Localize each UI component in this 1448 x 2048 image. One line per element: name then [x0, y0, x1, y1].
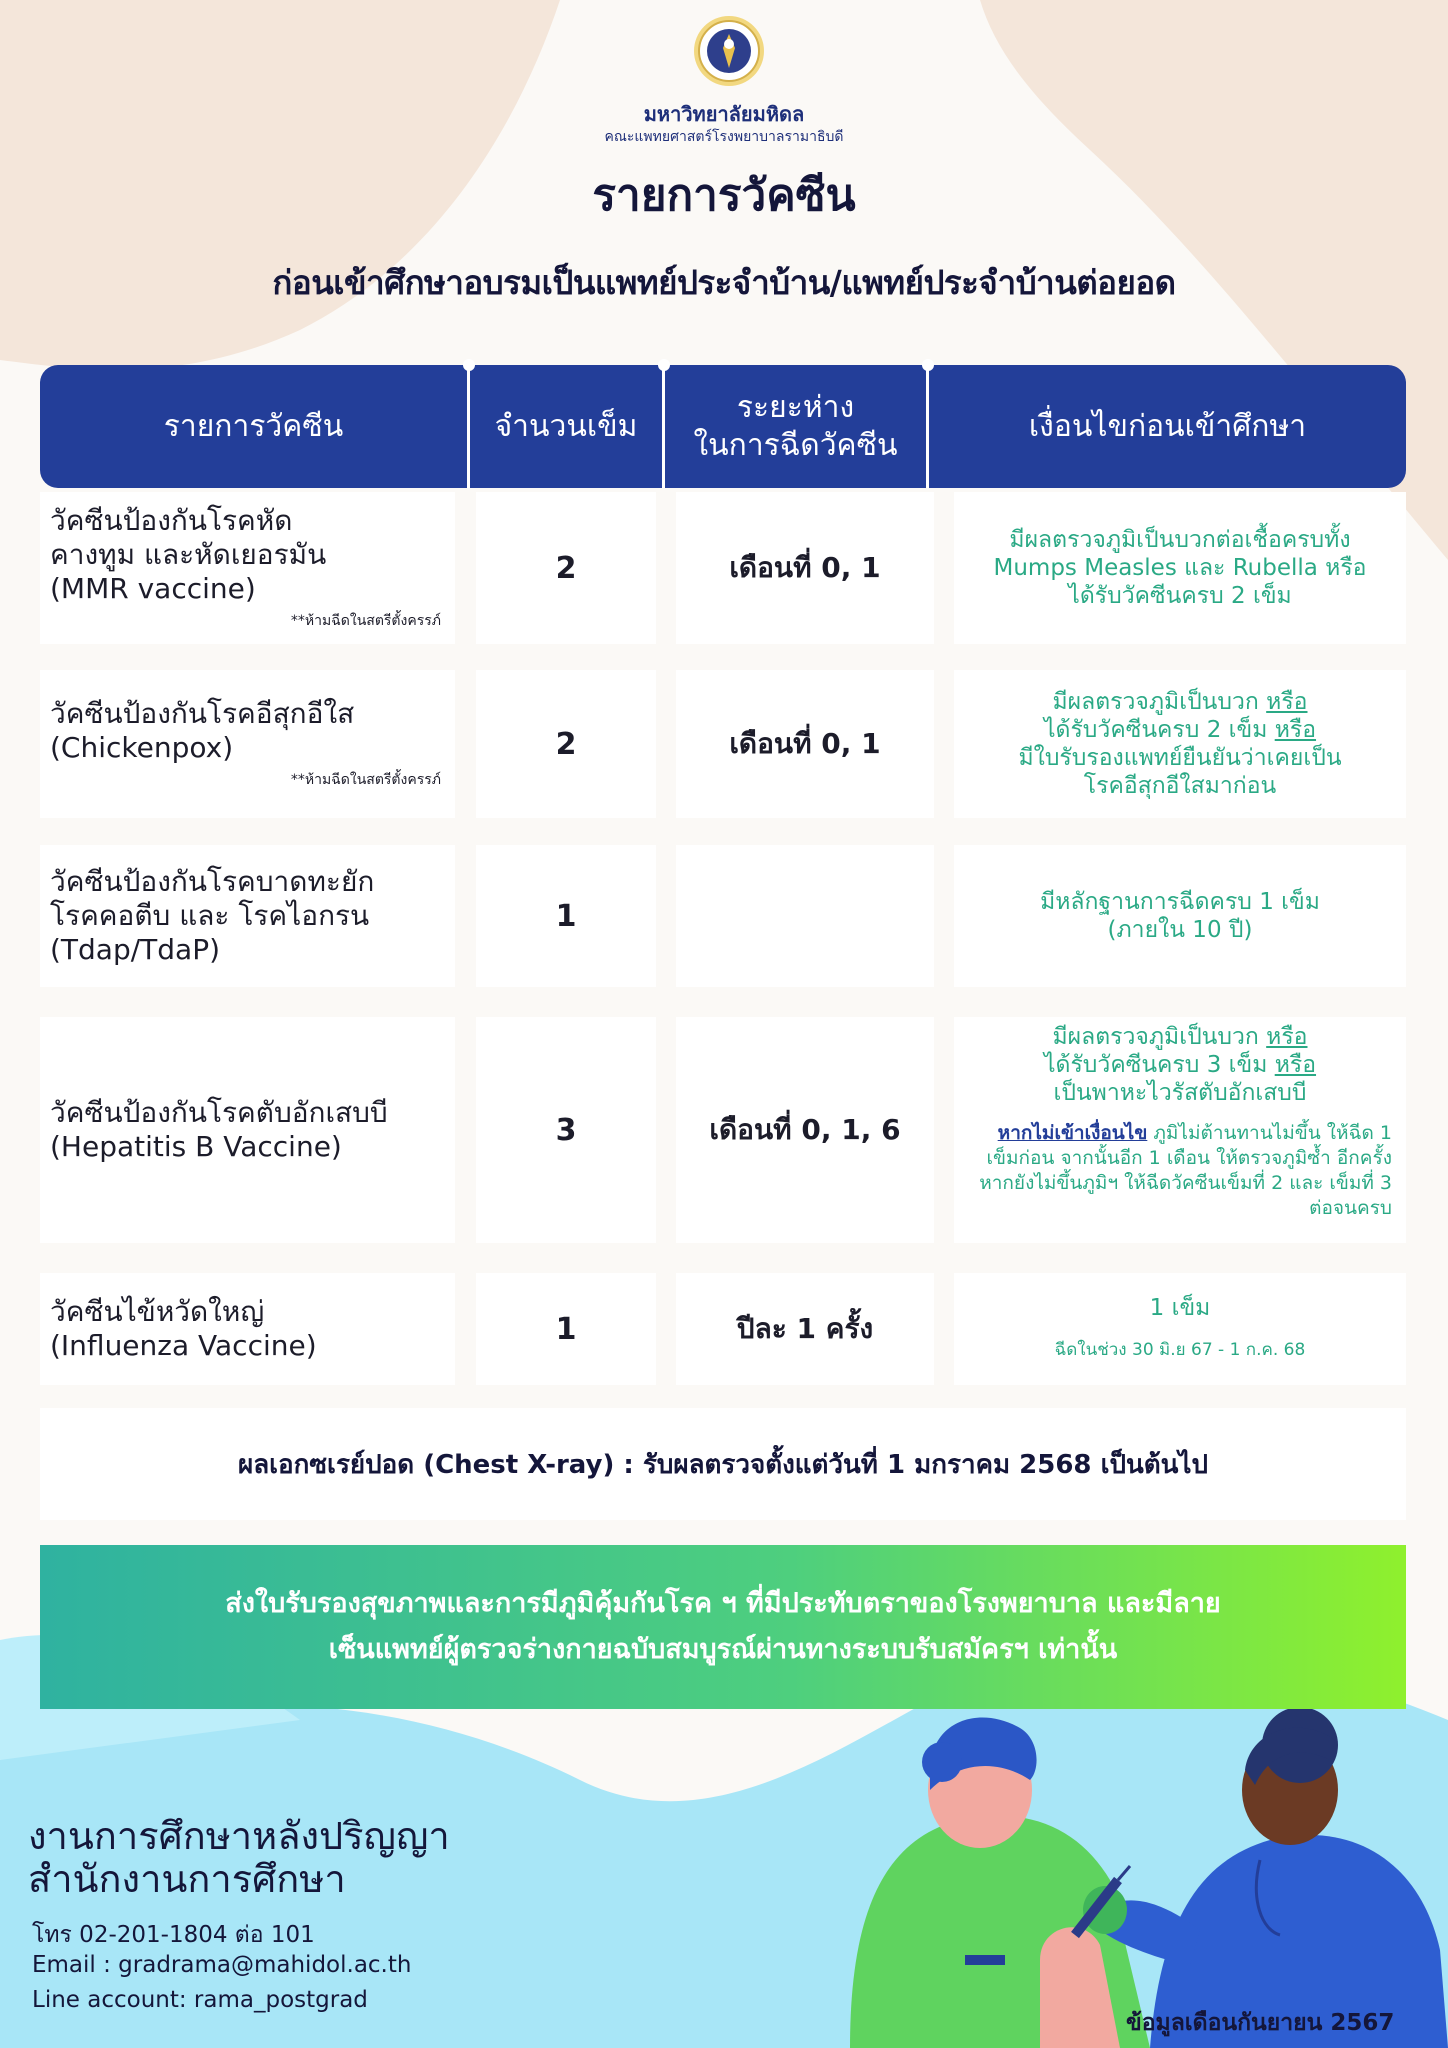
contact-email: Email : gradrama@mahidol.ac.th [32, 1952, 412, 1978]
condition-sub: ฉีดในช่วง 30 มิ.ย 67 - 1 ก.ค. 68 [1054, 1340, 1306, 1360]
condition-line: มีผลตรวจภูมิเป็นบวกต่อเชื้อครบทั้ง [1009, 527, 1351, 553]
header-condition: เงื่อนไขก่อนเข้าศึกษา [1028, 408, 1307, 444]
interval-cell: ปีละ 1 ครั้ง [676, 1273, 934, 1385]
vaccine-name-cell [40, 670, 455, 818]
condition-line: (ภายใน 10 ปี) [1107, 917, 1253, 943]
extra-condition-text: ภูมิไม่ต้านทานไม่ขึ้น ให้ฉีด 1 เข็มก่อน จากนั้นอีก 1 เดือน ให้ตรวจภูมิซ้ำ อีกครั้ง หากยังไม่ขึ้นภูมิฯ ให้ฉีดวัคซีนเข็มที่ 2 และ เข็มที่ 3 ต่อจนครบ [979, 1122, 1392, 1219]
condition-line: Mumps Measles และ Rubella หรือ [993, 555, 1367, 581]
doses-cell: 2 [476, 492, 656, 644]
data-date-note: ข้อมูลเดือนกันยายน 2567 [1126, 2010, 1395, 2036]
or-keyword: หรือ [1266, 689, 1308, 715]
vaccine-name-line: คางทูม และหัดเยอรมัน [50, 538, 327, 571]
condition-line: มีใบรับรองแพทย์ยืนยันว่าเคยเป็น [1018, 745, 1342, 771]
vaccine-name-line: วัคซีนป้องกันโรคบาดทะยัก [50, 865, 375, 898]
vaccine-name-line: (Tdap/TdaP) [50, 933, 221, 966]
condition-line [1052, 1023, 1307, 1051]
doses-cell: 3 [476, 1017, 656, 1243]
condition-cell [954, 845, 1406, 987]
condition-line: มีหลักฐานการฉีดครบ 1 เข็ม [1040, 889, 1320, 915]
vaccine-name-line: วัคซีนป้องกันโรคหัด [50, 504, 293, 537]
university-name: มหาวิทยาลัยมหิดล [643, 102, 805, 126]
header-interval [665, 365, 926, 488]
vaccine-name-cell [40, 1017, 455, 1243]
condition-line: ได้รับวัคซีนครบ 2 เข็ม [1068, 583, 1292, 609]
condition-text: ได้รับวัคซีนครบ 2 เข็ม [1043, 717, 1268, 743]
vaccine-name-line: (Hepatitis B Vaccine) [50, 1130, 342, 1163]
vaccine-name-line: (MMR vaccine) [50, 572, 256, 605]
condition-text: มีผลตรวจภูมิเป็นบวก [1052, 1024, 1259, 1050]
vaccine-name-cell [40, 1273, 455, 1385]
interval-cell: เดือนที่ 0, 1 [676, 492, 934, 644]
condition-line [1044, 1051, 1316, 1079]
submission-line: ส่งใบรับรองสุขภาพและการมีภูมิคุ้มกันโรค ฯ ที่มีประทับตราของโรงพยาบาล และมีลาย [225, 1588, 1221, 1619]
faculty-name: คณะแพทยศาสตร์โรงพยาบาลรามาธิบดี [604, 129, 844, 145]
pregnancy-warning: **ห้ามฉีดในสตรีตั้งครรภ์ [290, 613, 441, 629]
xray-note: ผลเอกซเรย์ปอด (Chest X-ray) : รับผลตรวจตั้งแต่วันที่ 1 มกราคม 2568 เป็นต้นไป [40, 1408, 1406, 1520]
condition-line: โรคอีสุกอีใสมาก่อน [1083, 773, 1277, 799]
office-subname: สำนักงานการศึกษา [28, 1857, 346, 1901]
condition-line [1052, 688, 1307, 716]
vaccine-name-cell [40, 845, 455, 987]
condition-text: ได้รับวัคซีนครบ 3 เข็ม [1043, 1052, 1268, 1078]
header-vaccine: รายการวัคซีน [163, 408, 344, 444]
pregnancy-warning: **ห้ามฉีดในสตรีตั้งครรภ์ [290, 772, 441, 788]
vaccine-name-line: วัคซีนไข้หวัดใหญ่ [50, 1295, 265, 1328]
doses-cell: 2 [476, 670, 656, 818]
condition-line [1044, 716, 1316, 744]
office-name: งานการศึกษาหลังปริญญา [28, 1814, 450, 1858]
condition-main: 1 เข็ม [1149, 1295, 1211, 1321]
vaccine-name-line: วัคซีนป้องกันโรคตับอักเสบบี [50, 1096, 388, 1129]
doses-cell: 1 [476, 1273, 656, 1385]
doses-cell: 1 [476, 845, 656, 987]
contact-line: Line account: rama_postgrad [32, 1987, 368, 2013]
submission-banner [40, 1545, 1406, 1709]
vaccine-name-line: (Chickenpox) [50, 731, 234, 764]
condition-line: เป็นพาหะไวรัสตับอักเสบบี [1053, 1080, 1307, 1106]
submission-line: เซ็นแพทย์ผู้ตรวจร่างกายฉบับสมบูรณ์ผ่านทางระบบรับสมัครฯ เท่านั้น [328, 1634, 1118, 1665]
page-subtitle: ก่อนเข้าศึกษาอบรมเป็นแพทย์ประจำบ้าน/แพทย์ประจำบ้านต่อยอด [272, 263, 1176, 302]
vaccine-name-cell [40, 492, 455, 644]
header-interval-line2: ในการฉีดวัคซีน [693, 427, 898, 463]
header-interval-line1: ระยะห่าง [736, 389, 855, 425]
university-logo [692, 14, 766, 88]
extra-condition-key: หากไม่เข้าเงื่อนไข [997, 1122, 1148, 1144]
condition-cell [954, 1017, 1406, 1243]
contact-phone: โทร 02-201-1804 ต่อ 101 [32, 1922, 315, 1948]
table-header [40, 365, 1406, 488]
extra-condition [968, 1121, 1392, 1221]
header-doses: จำนวนเข็ม [494, 408, 638, 444]
condition-cell [954, 492, 1406, 644]
interval-cell: เดือนที่ 0, 1, 6 [676, 1017, 934, 1243]
vaccine-name-line: วัคซีนป้องกันโรคอีสุกอีใส [50, 697, 355, 730]
condition-cell [954, 670, 1406, 818]
vaccine-name-line: (Influenza Vaccine) [50, 1329, 317, 1362]
vaccine-name-line: โรคคอตีบ และ โรคไอกรน [50, 899, 370, 932]
condition-text: มีผลตรวจภูมิเป็นบวก [1052, 689, 1259, 715]
or-keyword: หรือ [1266, 1024, 1308, 1050]
interval-cell: เดือนที่ 0, 1 [676, 670, 934, 818]
page-title: รายการวัคซีน [592, 170, 856, 221]
or-keyword: หรือ [1274, 717, 1317, 743]
condition-cell [954, 1273, 1406, 1385]
interval-cell [676, 845, 934, 987]
or-keyword: หรือ [1274, 1052, 1317, 1078]
